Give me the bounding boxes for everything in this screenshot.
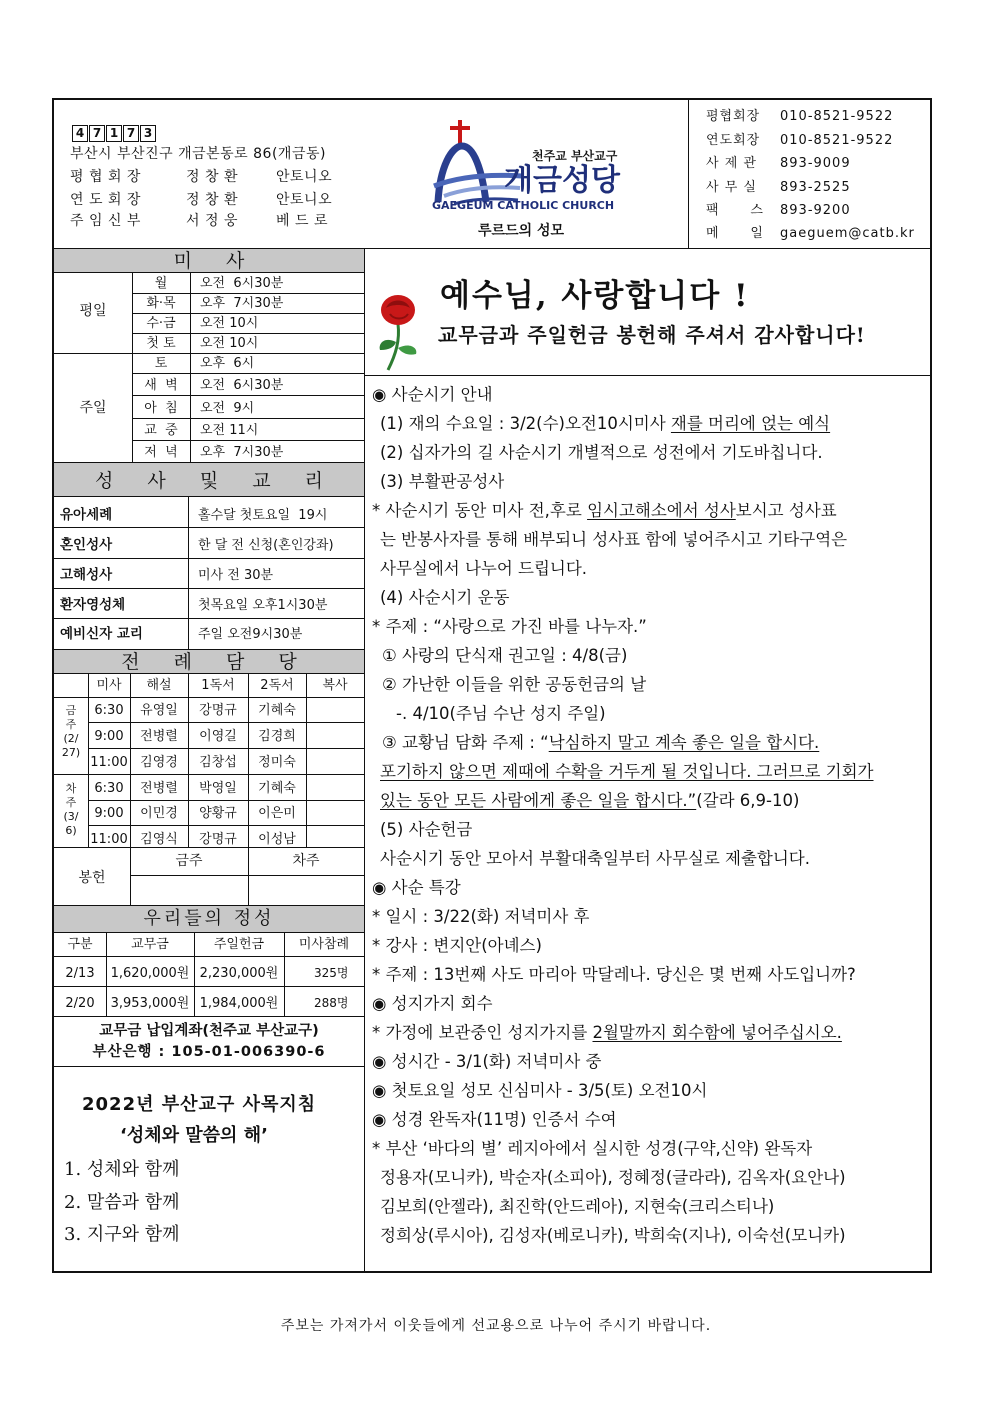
liturgy-column-header: 2독서: [260, 678, 294, 693]
zip-digit: 3: [140, 125, 156, 142]
liturgy-column-header: 해설: [146, 678, 172, 693]
week-char: 금: [65, 704, 77, 717]
text-line: 포기하지 않으면 제때에 수확을 거두게 될 것입니다. 그러므로 기회가: [380, 762, 874, 781]
contribution-dues: 3,953,000원: [110, 996, 190, 1011]
text-line: 사순시기 동안 모아서 부활대축일부터 사무실로 제출합니다.: [380, 849, 810, 868]
rule: [54, 774, 364, 775]
mass-title: 미 사: [173, 250, 259, 272]
text-span: 낙심하지 말고 계속 좋은 일을 합시다.: [548, 733, 820, 752]
rose-icon: [376, 290, 422, 372]
contact-label: 사 제 관: [706, 156, 757, 171]
weekday-label: 평일: [79, 303, 107, 319]
rule: [54, 1016, 364, 1017]
contribution-attendance: 288명: [314, 996, 349, 1010]
next-week-label: [54, 782, 88, 838]
contact-value: 893-9009: [780, 156, 851, 171]
sacrament-value: 미사 전 30분: [198, 568, 274, 583]
text-line: -. 4/10(주님 수난 성지 주일): [396, 704, 606, 723]
sacrament-value: 한 달 전 신청(혼인강좌): [198, 538, 334, 553]
text-line: 정용자(모니카), 박순자(소피아), 정혜정(글라라), 김옥자(요안나): [380, 1168, 846, 1187]
text-span: 임시고해소에서 성사: [587, 501, 736, 520]
officer-name: 정 창 환: [186, 192, 238, 208]
contribution-attendance: 325명: [314, 966, 349, 980]
headline: 예수님, 사랑합니다 !: [440, 278, 750, 314]
liturgy-reading1: 강명규: [199, 703, 237, 718]
text-span: (갈라 6,9-10): [696, 791, 800, 810]
zip-digit: 7: [89, 125, 105, 142]
church-address: 부산시 부산진구 개금본동로 86(개금동): [70, 146, 326, 162]
section-palm-collection: ◉ 성지가지 회수: [372, 994, 493, 1013]
logo-english-name: GAEGEUM CATHOLIC CHURCH: [432, 199, 615, 212]
liturgy-reading1: 양황규: [199, 806, 237, 821]
liturgy-reading2: 기혜숙: [258, 703, 296, 718]
rule: [54, 496, 364, 497]
account-number: 부산은행 : 105-01-006390-6: [92, 1044, 326, 1060]
liturgy-reading2: 기혜숙: [258, 781, 296, 796]
rule: [132, 313, 364, 314]
liturgy-reading1: 강명규: [199, 832, 237, 847]
liturgy-reading2: 이성남: [258, 832, 296, 847]
text-span: ③ 교황님 담화 주제 : “: [382, 733, 549, 752]
week-char: 주: [65, 718, 77, 731]
officer-baptism: 안토니오: [276, 169, 333, 185]
rule: [132, 395, 364, 396]
mass-time: 오전 9시: [200, 401, 255, 416]
pope-message-line: [382, 735, 819, 752]
contribution-offering: 2,230,000원: [199, 966, 279, 981]
mass-day: 화·목: [146, 296, 176, 311]
officer-name: 정 창 환: [186, 169, 238, 185]
rule: [88, 722, 364, 723]
mass-day: 저 녁: [144, 445, 178, 460]
bulletin-frame: [52, 98, 932, 1273]
rule: [54, 847, 364, 848]
rule: [132, 440, 364, 441]
mass-time: 오전 11시: [200, 423, 259, 438]
guideline-subtitle: ‘성체와 말씀의 해’: [120, 1125, 268, 1146]
rule: [365, 375, 930, 376]
patron-name: 루르드의 성모: [478, 223, 565, 239]
week-char: (3/: [63, 810, 79, 823]
text-line: (3) 부활판공성사: [380, 472, 505, 491]
rule: [54, 588, 364, 589]
this-week-label: [54, 704, 88, 760]
sacrament-value: 홀수달 첫토요일 19시: [198, 508, 328, 523]
text-line: * 주제 : “사랑으로 가진 바를 나누자.”: [372, 617, 647, 636]
sacrament-name: 혼인성사: [60, 537, 113, 553]
sacrament-value: 주일 오전9시30분: [198, 627, 303, 642]
text-span: 재를 머리에 얹는 예식: [670, 414, 831, 433]
palm-collection-line: [372, 1025, 842, 1042]
rule: [54, 527, 364, 528]
officer-role: 연 도 회 장: [70, 192, 141, 208]
rule: [54, 558, 364, 559]
zip-digit: 7: [123, 125, 139, 142]
liturgy-column-header: 1독서: [201, 678, 235, 693]
guideline-item: 2. 말씀과 함께: [64, 1192, 180, 1213]
rule: [54, 353, 364, 354]
mass-day: 새 벽: [144, 378, 178, 393]
rule: [54, 618, 364, 619]
footer-note: 주보는 가져가서 이웃들에게 선교용으로 나누어 주시기 바랍니다.: [280, 1318, 712, 1334]
officer-name: 서 정 웅: [186, 213, 238, 229]
text-span: 있는 동안 모든 사람에게 좋은 일을 합시다.”: [380, 791, 697, 810]
zip-digit: 4: [72, 125, 88, 142]
confession-line: [372, 503, 837, 520]
sacrament-name: 유아세례: [60, 507, 113, 523]
liturgy-reading2: 정미숙: [258, 755, 296, 770]
mass-time: 오후 6시: [200, 356, 255, 371]
contribution-offering: 1,984,000원: [199, 996, 279, 1011]
contribution-date: 2/13: [65, 966, 95, 981]
text-span: 보시고 성사표: [735, 501, 837, 520]
rule: [54, 986, 364, 987]
sacrament-value: 첫목요일 오후1시30분: [198, 598, 328, 613]
officer-role: 주 임 신 부: [70, 213, 141, 229]
sunday-label: 주일: [79, 400, 107, 416]
offering-this-week: 금주: [175, 853, 203, 869]
mass-time: 오전 10시: [200, 316, 259, 331]
rule: [132, 418, 364, 419]
mass-day: 수·금: [146, 316, 176, 331]
contact-value: 010-8521-9522: [780, 109, 894, 124]
contact-value: gaeguem@catb.kr: [780, 226, 915, 241]
offering-next-week: 차주: [292, 853, 320, 869]
sacrament-name: 고해성사: [60, 567, 113, 583]
liturgy-commentary: 이민경: [140, 806, 178, 821]
text-line: 김보희(안젤라), 최진학(안드레아), 지현숙(크리스티나): [380, 1197, 775, 1216]
zip-code: [72, 122, 157, 142]
section-lent-guide: ◉ 사순시기 안내: [372, 385, 493, 404]
liturgy-title: 전 례 담 당: [121, 651, 311, 673]
offering-label: 봉헌: [78, 870, 106, 886]
week-char: 차: [65, 782, 77, 795]
section-lent-lecture: ◉ 사순 특강: [372, 878, 461, 897]
liturgy-reading1: 박영일: [199, 781, 237, 796]
mass-time: 오전 10시: [200, 336, 259, 351]
guideline-item: 1. 성체와 함께: [64, 1159, 180, 1180]
contributions-title: 우리들의 정성: [143, 908, 275, 929]
section-bible-readers: ◉ 성경 완독자(11명) 인증서 수여: [372, 1110, 617, 1129]
rule: [54, 697, 364, 698]
text-span: * 가정에 보관중인 성지가지를: [372, 1023, 593, 1042]
text-line: (2) 십자가의 길 사순시기 개별적으로 성전에서 기도바칩니다.: [380, 443, 823, 462]
contact-value: 010-8521-9522: [780, 133, 894, 148]
rule: [88, 825, 364, 826]
pope-message-line: [380, 793, 799, 810]
contact-label: 평협회장: [706, 109, 761, 124]
rule: [130, 875, 364, 876]
liturgy-reading2: 이은미: [258, 806, 296, 821]
text-span: * 사순시기 동안 미사 전,후로: [372, 501, 588, 520]
liturgy-reading1: 김창섭: [199, 755, 237, 770]
text-line: 는 반봉사자를 통해 배부되니 성사표 함에 넣어주시고 기타구역은: [380, 530, 848, 549]
rule: [306, 673, 307, 847]
text-line: * 주제 : 13번째 사도 마리아 막달레나. 당신은 몇 번째 사도입니까?: [372, 965, 856, 984]
mass-day: 월: [154, 276, 168, 291]
mass-day: 아 침: [144, 401, 178, 416]
guideline-item: 3. 지구와 함께: [64, 1224, 180, 1245]
column-divider: [364, 248, 365, 1271]
liturgy-time: 9:00: [94, 729, 124, 744]
sacrament-name: 예비신자 교리: [60, 626, 143, 642]
contribution-column-header: 미사참례: [298, 937, 350, 952]
mass-day: 교 중: [144, 423, 178, 438]
week-char: (2/: [63, 732, 79, 745]
text-span: (1) 재의 수요일 : 3/2(수)오전10시미사: [380, 414, 671, 433]
contact-value: 893-2525: [780, 180, 851, 195]
logo-diocese: 천주교 부산교구: [532, 149, 618, 163]
rule: [132, 293, 364, 294]
subheadline: 교무금과 주일헌금 봉헌해 주셔서 감사합니다!: [438, 323, 866, 347]
rule: [88, 748, 364, 749]
liturgy-time: 11:00: [90, 832, 128, 847]
text-line: * 일시 : 3/22(화) 저녁미사 후: [372, 907, 590, 926]
contact-label: 메 일: [706, 226, 764, 241]
contribution-column-header: 교무금: [131, 937, 169, 952]
rule: [190, 272, 191, 462]
officer-role: 평 협 회 장: [70, 169, 141, 185]
week-char: 27): [61, 746, 81, 759]
mass-day: 첫 토: [146, 336, 176, 351]
guideline-title: 2022년 부산교구 사목지침: [82, 1094, 317, 1115]
liturgy-time: 6:30: [94, 703, 124, 718]
sacrament-name: 환자영성체: [60, 597, 126, 613]
rule: [132, 333, 364, 334]
mass-time: 오전 6시30분: [200, 378, 284, 393]
contact-divider: [688, 100, 689, 248]
rule: [54, 673, 364, 674]
text-line: ① 사랑의 단식재 권고일 : 4/8(금): [382, 646, 628, 665]
rule: [88, 800, 364, 801]
rule: [54, 932, 364, 933]
section-first-saturday: ◉ 첫토요일 성모 신심미사 - 3/5(토) 오전10시: [372, 1081, 708, 1100]
text-line: ② 가난한 이들을 위한 공동헌금의 날: [382, 675, 647, 694]
contribution-date: 2/20: [65, 996, 95, 1011]
mass-time: 오후 7시30분: [200, 296, 284, 311]
liturgy-commentary: 유영일: [140, 703, 178, 718]
account-title: 교무금 납입계좌(천주교 부산교구): [99, 1023, 319, 1039]
contact-label: 사 무 실: [706, 180, 757, 195]
liturgy-reading2: 김경희: [258, 729, 296, 744]
mass-day: 토: [154, 356, 168, 371]
liturgy-column-header: 복사: [322, 678, 348, 693]
text-span: 2월말까지 회수함에 넣어주십시오.: [592, 1023, 842, 1042]
rule: [54, 1066, 364, 1067]
liturgy-commentary: 전병렬: [140, 729, 178, 744]
zip-digit: 1: [106, 125, 122, 142]
mass-time: 오후 7시30분: [200, 445, 284, 460]
liturgy-time: 6:30: [94, 781, 124, 796]
rule: [188, 496, 189, 649]
text-line: 정희상(루시아), 김성자(베로니카), 박희숙(지나), 이숙선(모니카): [380, 1226, 846, 1245]
liturgy-time: 9:00: [94, 806, 124, 821]
text-line: * 강사 : 변지안(아녜스): [372, 936, 542, 955]
liturgy-reading1: 이영길: [199, 729, 237, 744]
liturgy-time: 11:00: [90, 755, 128, 770]
contact-label: 연도회장: [706, 133, 761, 148]
liturgy-commentary: 김영경: [140, 755, 178, 770]
week-char: 6): [65, 824, 77, 837]
mass-time: 오전 6시30분: [200, 276, 284, 291]
sacraments-title: 성 사 및 교 리: [95, 470, 337, 492]
section-holy-hour: ◉ 성시간 - 3/1(화) 저녁미사 중: [372, 1052, 602, 1071]
rule: [54, 956, 364, 957]
rule: [132, 373, 364, 374]
officer-baptism: 베 드 로: [276, 213, 328, 229]
contact-value: 893-9200: [780, 203, 851, 218]
liturgy-commentary: 전병렬: [140, 781, 178, 796]
text-line: * 부산 ‘바다의 별’ 레지아에서 실시한 성경(구약,신약) 완독자: [372, 1139, 813, 1158]
rule: [54, 272, 364, 273]
contribution-column-header: 주일헌금: [213, 937, 265, 952]
contact-label: 팩 스: [706, 203, 764, 218]
week-char: 주: [65, 796, 77, 809]
liturgy-column-header: 미사: [96, 678, 122, 693]
text-line: 사무실에서 나누어 드립니다.: [380, 559, 588, 578]
text-line: (4) 사순시기 운동: [380, 588, 510, 607]
liturgy-commentary: 김영식: [140, 832, 178, 847]
officer-baptism: 안토니오: [276, 192, 333, 208]
logo-church-name: 개금성당: [504, 163, 620, 198]
ash-wednesday-line: [380, 416, 830, 433]
contribution-dues: 1,620,000원: [110, 966, 190, 981]
text-line: (5) 사순헌금: [380, 820, 473, 839]
contribution-column-header: 구분: [67, 937, 93, 952]
